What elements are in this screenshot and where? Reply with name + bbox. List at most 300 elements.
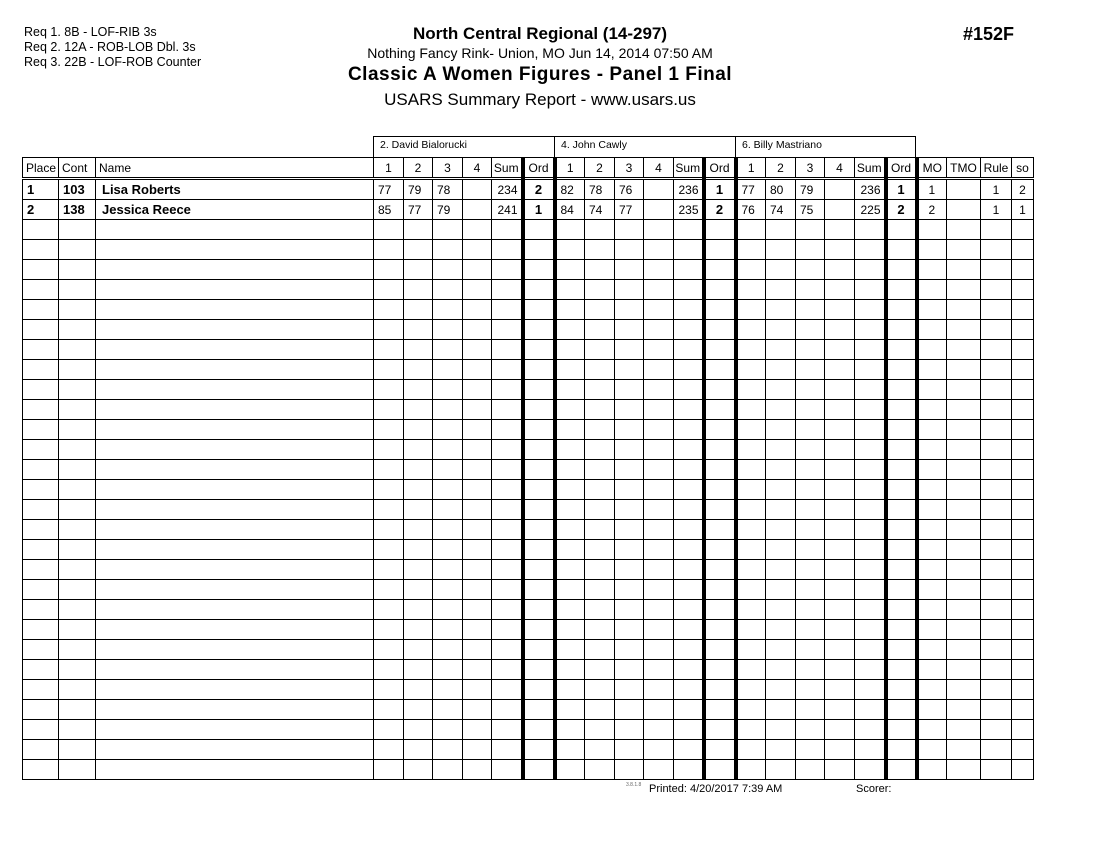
empty-cell	[825, 540, 855, 560]
empty-cell	[492, 220, 523, 240]
column-header-row	[23, 158, 1034, 179]
empty-cell	[674, 660, 704, 680]
empty-cell	[736, 360, 766, 380]
empty-cell	[463, 560, 492, 580]
empty-cell	[855, 560, 886, 580]
empty-cell	[947, 420, 981, 440]
empty-cell	[855, 260, 886, 280]
empty-cell	[981, 460, 1012, 480]
empty-cell	[736, 460, 766, 480]
empty-cell	[704, 280, 736, 300]
empty-cell	[492, 380, 523, 400]
empty-cell	[433, 720, 463, 740]
empty-cell	[766, 400, 796, 420]
empty-cell	[886, 420, 917, 440]
empty-cell	[463, 360, 492, 380]
empty-cell	[947, 220, 981, 240]
empty-cell	[463, 380, 492, 400]
empty-cell	[615, 760, 644, 780]
empty-cell	[96, 580, 374, 600]
empty-cell	[1012, 320, 1034, 340]
empty-cell	[59, 760, 96, 780]
empty-cell	[96, 280, 374, 300]
empty-cell	[736, 720, 766, 740]
empty-cell	[615, 640, 644, 660]
empty-cell	[374, 560, 404, 580]
empty-cell	[825, 420, 855, 440]
empty-cell	[96, 640, 374, 660]
empty-cell	[615, 500, 644, 520]
empty-cell	[855, 320, 886, 340]
empty-cell	[886, 560, 917, 580]
empty-cell	[523, 660, 555, 680]
score-cell: 85	[374, 200, 404, 220]
empty-cell	[947, 660, 981, 680]
empty-cell	[555, 620, 585, 640]
empty-cell	[917, 460, 947, 480]
empty-cell	[766, 520, 796, 540]
empty-cell	[374, 280, 404, 300]
empty-cell	[796, 280, 825, 300]
empty-cell	[374, 480, 404, 500]
empty-cell	[23, 580, 59, 600]
empty-cell	[947, 580, 981, 600]
empty-cell	[674, 480, 704, 500]
score-cell: 79	[433, 200, 463, 220]
col-cont: Cont	[59, 158, 96, 179]
empty-cell	[463, 740, 492, 760]
empty-cell	[59, 360, 96, 380]
empty-cell	[855, 280, 886, 300]
empty-cell	[917, 640, 947, 660]
empty-cell	[492, 600, 523, 620]
empty-cell	[433, 380, 463, 400]
empty-cell	[492, 340, 523, 360]
empty-cell	[886, 760, 917, 780]
empty-cell	[59, 680, 96, 700]
empty-cell	[766, 480, 796, 500]
empty-cell	[59, 300, 96, 320]
empty-cell	[23, 400, 59, 420]
empty-cell	[886, 520, 917, 540]
empty-cell	[674, 600, 704, 620]
empty-cell	[374, 300, 404, 320]
col-j2-s1: 1	[555, 158, 585, 179]
empty-cell	[644, 320, 674, 340]
empty-cell	[96, 520, 374, 540]
empty-cell	[825, 320, 855, 340]
empty-cell	[492, 620, 523, 640]
empty-cell	[433, 640, 463, 660]
empty-cell	[492, 760, 523, 780]
version-label: 3.8.1.8	[626, 782, 642, 788]
empty-cell	[463, 640, 492, 660]
empty-cell	[766, 640, 796, 660]
empty-cell	[374, 460, 404, 480]
empty-cell	[59, 460, 96, 480]
empty-cell	[585, 320, 615, 340]
empty-cell	[615, 240, 644, 260]
empty-cell	[1012, 400, 1034, 420]
empty-cell	[59, 420, 96, 440]
empty-cell	[981, 400, 1012, 420]
empty-cell	[766, 620, 796, 640]
col-j3-s1: 1	[736, 158, 766, 179]
empty-cell	[523, 460, 555, 480]
empty-cell	[981, 420, 1012, 440]
empty-cell	[523, 280, 555, 300]
empty-cell	[555, 360, 585, 380]
empty-cell	[704, 420, 736, 440]
empty-cell	[59, 220, 96, 240]
empty-cell	[555, 240, 585, 260]
empty-cell	[1012, 600, 1034, 620]
empty-cell	[374, 400, 404, 420]
empty-cell	[981, 640, 1012, 660]
empty-cell	[766, 360, 796, 380]
empty-cell	[585, 280, 615, 300]
empty-cell	[947, 600, 981, 620]
empty-cell	[766, 240, 796, 260]
empty-cell	[736, 640, 766, 660]
empty-cell	[825, 240, 855, 260]
empty-cell	[523, 500, 555, 520]
empty-cell	[523, 440, 555, 460]
empty-cell	[917, 500, 947, 520]
empty-table-row	[23, 760, 1034, 780]
empty-cell	[374, 240, 404, 260]
empty-cell	[23, 680, 59, 700]
empty-cell	[674, 320, 704, 340]
empty-cell	[736, 300, 766, 320]
empty-cell	[374, 760, 404, 780]
empty-cell	[523, 700, 555, 720]
empty-cell	[825, 220, 855, 240]
empty-cell	[766, 340, 796, 360]
empty-cell	[463, 620, 492, 640]
empty-cell	[796, 720, 825, 740]
empty-cell	[644, 700, 674, 720]
empty-cell	[404, 520, 433, 540]
empty-cell	[825, 380, 855, 400]
col-so: so	[1012, 158, 1034, 179]
empty-cell	[523, 740, 555, 760]
empty-cell	[947, 280, 981, 300]
col-name: Name	[96, 158, 374, 179]
empty-cell	[796, 520, 825, 540]
empty-cell	[1012, 520, 1034, 540]
empty-cell	[433, 580, 463, 600]
empty-cell	[463, 700, 492, 720]
sum-cell: 236	[855, 179, 886, 200]
score-cell: 84	[555, 200, 585, 220]
empty-cell	[766, 700, 796, 720]
empty-cell	[855, 620, 886, 640]
empty-cell	[917, 660, 947, 680]
empty-cell	[644, 340, 674, 360]
empty-cell	[555, 480, 585, 500]
empty-cell	[615, 560, 644, 580]
empty-cell	[736, 280, 766, 300]
empty-cell	[1012, 660, 1034, 680]
empty-cell	[23, 360, 59, 380]
ord-cell: 1	[886, 179, 917, 200]
empty-cell	[374, 720, 404, 740]
empty-cell	[585, 400, 615, 420]
empty-cell	[523, 300, 555, 320]
empty-cell	[463, 720, 492, 740]
empty-cell	[644, 520, 674, 540]
empty-table-row	[23, 740, 1034, 760]
empty-cell	[523, 260, 555, 280]
empty-cell	[463, 500, 492, 520]
empty-cell	[886, 500, 917, 520]
empty-cell	[523, 560, 555, 580]
empty-cell	[463, 460, 492, 480]
empty-cell	[555, 320, 585, 340]
empty-table-row	[23, 640, 1034, 660]
empty-cell	[736, 400, 766, 420]
empty-cell	[23, 540, 59, 560]
empty-cell	[374, 220, 404, 240]
col-j2-s4: 4	[644, 158, 674, 179]
col-mo: MO	[917, 158, 947, 179]
empty-cell	[23, 600, 59, 620]
empty-cell	[585, 460, 615, 480]
empty-cell	[981, 680, 1012, 700]
empty-cell	[1012, 500, 1034, 520]
empty-cell	[615, 380, 644, 400]
empty-cell	[674, 560, 704, 580]
empty-cell	[917, 480, 947, 500]
empty-cell	[492, 720, 523, 740]
empty-cell	[886, 320, 917, 340]
table-row	[23, 200, 1034, 220]
empty-cell	[96, 260, 374, 280]
empty-cell	[492, 360, 523, 380]
empty-cell	[644, 220, 674, 240]
empty-cell	[947, 520, 981, 540]
empty-cell	[1012, 240, 1034, 260]
ord-cell: 2	[523, 179, 555, 200]
empty-cell	[704, 320, 736, 340]
empty-cell	[404, 460, 433, 480]
table-row	[23, 179, 1034, 200]
empty-cell	[585, 480, 615, 500]
empty-cell	[463, 580, 492, 600]
empty-cell	[704, 580, 736, 600]
empty-cell	[433, 540, 463, 560]
results-table	[22, 157, 1034, 780]
empty-cell	[674, 280, 704, 300]
empty-table-row	[23, 460, 1034, 480]
event-number: #152F	[963, 24, 1015, 44]
empty-table-row	[23, 360, 1034, 380]
empty-cell	[704, 460, 736, 480]
empty-cell	[492, 520, 523, 540]
empty-cell	[917, 240, 947, 260]
empty-cell	[23, 700, 59, 720]
empty-cell	[463, 600, 492, 620]
empty-cell	[704, 260, 736, 280]
ord-cell: 2	[704, 200, 736, 220]
empty-cell	[917, 260, 947, 280]
empty-cell	[585, 300, 615, 320]
empty-cell	[704, 760, 736, 780]
score-cell: 77	[374, 179, 404, 200]
empty-cell	[374, 740, 404, 760]
score-cell	[463, 200, 492, 220]
empty-cell	[886, 680, 917, 700]
empty-cell	[1012, 680, 1034, 700]
empty-cell	[615, 460, 644, 480]
empty-cell	[704, 520, 736, 540]
empty-cell	[796, 740, 825, 760]
empty-cell	[886, 580, 917, 600]
empty-cell	[947, 240, 981, 260]
empty-cell	[374, 620, 404, 640]
empty-cell	[374, 440, 404, 460]
empty-cell	[796, 260, 825, 280]
empty-cell	[59, 700, 96, 720]
empty-cell	[615, 660, 644, 680]
empty-cell	[644, 300, 674, 320]
empty-cell	[796, 220, 825, 240]
empty-cell	[23, 260, 59, 280]
rule-cell: 1	[981, 200, 1012, 220]
empty-cell	[947, 500, 981, 520]
empty-cell	[492, 500, 523, 520]
empty-cell	[981, 520, 1012, 540]
empty-cell	[736, 580, 766, 600]
empty-cell	[981, 540, 1012, 560]
empty-cell	[981, 560, 1012, 580]
empty-cell	[555, 380, 585, 400]
empty-cell	[796, 380, 825, 400]
empty-cell	[615, 580, 644, 600]
empty-cell	[825, 640, 855, 660]
empty-cell	[825, 660, 855, 680]
empty-cell	[886, 380, 917, 400]
empty-cell	[981, 660, 1012, 680]
empty-cell	[981, 220, 1012, 240]
empty-cell	[644, 380, 674, 400]
empty-cell	[404, 740, 433, 760]
empty-cell	[585, 640, 615, 660]
empty-cell	[433, 260, 463, 280]
col-j3-sum: Sum	[855, 158, 886, 179]
empty-cell	[374, 320, 404, 340]
empty-cell	[492, 660, 523, 680]
judge-header-2: 4. John Cawly	[554, 136, 736, 157]
empty-cell	[404, 440, 433, 460]
empty-table-row	[23, 400, 1034, 420]
empty-cell	[796, 400, 825, 420]
empty-cell	[947, 760, 981, 780]
empty-cell	[855, 660, 886, 680]
empty-cell	[947, 380, 981, 400]
empty-cell	[615, 320, 644, 340]
empty-table-row	[23, 700, 1034, 720]
score-cell: 77	[615, 200, 644, 220]
printed-timestamp: Printed: 4/20/2017 7:39 AM	[649, 783, 783, 795]
empty-cell	[96, 620, 374, 640]
score-cell: 76	[736, 200, 766, 220]
empty-cell	[917, 440, 947, 460]
empty-cell	[796, 540, 825, 560]
empty-cell	[981, 760, 1012, 780]
empty-cell	[981, 440, 1012, 460]
empty-cell	[463, 260, 492, 280]
empty-cell	[492, 240, 523, 260]
empty-cell	[23, 300, 59, 320]
empty-cell	[23, 420, 59, 440]
empty-cell	[523, 600, 555, 620]
empty-cell	[23, 740, 59, 760]
empty-cell	[736, 620, 766, 640]
cont-cell: 138	[59, 200, 96, 220]
empty-cell	[1012, 760, 1034, 780]
judge-header-1: 2. David Bialorucki	[373, 136, 555, 157]
empty-cell	[96, 240, 374, 260]
empty-cell	[981, 500, 1012, 520]
empty-cell	[674, 500, 704, 520]
empty-cell	[433, 460, 463, 480]
empty-cell	[523, 360, 555, 380]
empty-cell	[917, 400, 947, 420]
empty-cell	[947, 440, 981, 460]
empty-table-row	[23, 420, 1034, 440]
empty-cell	[704, 660, 736, 680]
empty-cell	[59, 400, 96, 420]
empty-cell	[917, 300, 947, 320]
empty-cell	[704, 500, 736, 520]
col-j1-ord: Ord	[523, 158, 555, 179]
empty-cell	[981, 700, 1012, 720]
empty-cell	[492, 740, 523, 760]
empty-cell	[947, 620, 981, 640]
requirement-2: Req 2. 12A - ROB-LOB Dbl. 3s	[24, 40, 196, 54]
empty-cell	[1012, 220, 1034, 240]
empty-table-row	[23, 220, 1034, 240]
empty-cell	[59, 480, 96, 500]
empty-cell	[374, 700, 404, 720]
empty-cell	[96, 440, 374, 460]
empty-cell	[523, 400, 555, 420]
empty-cell	[917, 220, 947, 240]
empty-cell	[463, 540, 492, 560]
empty-cell	[947, 340, 981, 360]
empty-cell	[463, 340, 492, 360]
empty-cell	[981, 300, 1012, 320]
empty-cell	[23, 280, 59, 300]
empty-cell	[947, 740, 981, 760]
empty-cell	[96, 340, 374, 360]
score-cell	[644, 200, 674, 220]
empty-cell	[674, 620, 704, 640]
empty-cell	[704, 620, 736, 640]
empty-cell	[855, 580, 886, 600]
empty-cell	[766, 580, 796, 600]
empty-table-row	[23, 720, 1034, 740]
empty-cell	[96, 460, 374, 480]
ord-cell: 1	[704, 179, 736, 200]
empty-table-row	[23, 520, 1034, 540]
empty-cell	[96, 300, 374, 320]
col-j3-s4: 4	[825, 158, 855, 179]
empty-cell	[796, 600, 825, 620]
score-cell	[825, 200, 855, 220]
